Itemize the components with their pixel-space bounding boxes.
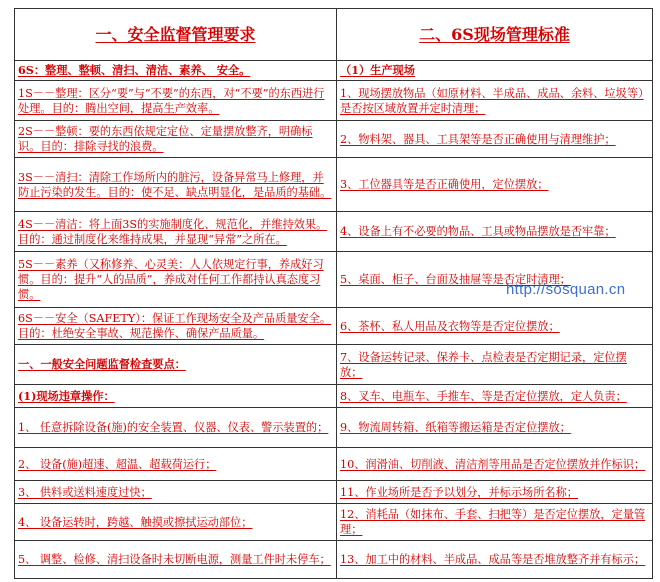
table-row: [15, 308, 653, 345]
requirement-cell: 1S－－整理：区分“要”与“不要”的东西，对“不要”的东西进行处理。目的：腾出空间，提高生产效率。: [15, 81, 337, 121]
table-row: [15, 61, 653, 81]
standard-cell: 13、加工中的材料、半成品、成品等是否堆放整齐并有标示；: [337, 541, 653, 579]
requirement-cell: 一、一般安全问题监督检查要点：: [15, 345, 337, 385]
table-row: [15, 504, 653, 541]
standard-cell: 2、物料架、器具、工具架等是否正确使用与清理维护；: [337, 121, 653, 158]
standard-cell: 4、设备上有不必要的物品、工具或物品摆放是否牢靠；: [337, 212, 653, 252]
requirement-cell: 5S－－素养（又称修养、心灵美：人人依规定行事，养成好习惯。目的：提升“人的品质”，养成对任何工作都持认真态度习惯。: [15, 252, 337, 308]
table-row: [15, 158, 653, 212]
table-row: [15, 212, 653, 252]
requirement-cell: (1)现场违章操作：: [15, 385, 337, 408]
standard-cell: 1、现场摆放物品（如原材料、半成品、成品、余料、垃圾等）是否按区域放置并定时清理；: [337, 81, 653, 121]
standard-cell: 5、桌面、柜子、台面及抽屉等是否定时清理；: [337, 252, 653, 308]
left-column-header: 一、安全监督管理要求: [15, 9, 337, 61]
table-row: [15, 541, 653, 579]
requirement-cell: 5、 调整、检修、清扫设备时未切断电源，测量工件时未停车；: [15, 541, 337, 579]
header-row: [15, 9, 653, 61]
table-row: [15, 385, 653, 408]
table-row: [15, 81, 653, 121]
requirement-cell: 3、 供料或送料速度过快；: [15, 481, 337, 504]
requirement-cell: 6S－－安全（SAFETY）：保证工作现场安全及产品质量安全。目的：杜绝安全事故、规范操作、确保产品质量。: [15, 308, 337, 345]
standard-cell: 9、物流周转箱、纸箱等搬运箱是否定位摆放；: [337, 408, 653, 448]
standard-cell: 12、消耗品（如抹布、手套、扫把等）是否定位摆放，定量管理；: [337, 504, 653, 541]
requirement-cell: 3S－－清扫：清除工作场所内的脏污，设备异常马上修理，并防止污染的发生。目的：使不足、缺点明显化，是品质的基础。: [15, 158, 337, 212]
standard-cell: 6、茶杯、私人用品及衣物等是否定位摆放；: [337, 308, 653, 345]
table-row: [15, 252, 653, 308]
table-row: [15, 481, 653, 504]
requirement-cell: 4S－－清洁：将上面3S的实施制度化、规范化，并维持效果。目的：通过制度化来维持成果，并显现“异常”之所在。: [15, 212, 337, 252]
table-row: [15, 121, 653, 158]
requirement-cell: 2S－－整顿：要的东西依规定定位、定量摆放整齐，明确标识。目的：排除寻找的浪费。: [15, 121, 337, 158]
requirement-cell: 1、 任意拆除设备(施)的安全装置、仪器、仪表、警示装置的；: [15, 408, 337, 448]
standard-cell: 7、设备运转记录、保养卡、点检表是否定期记录，定位摆放；: [337, 345, 653, 385]
requirement-cell: 2、 设备(施)超速、超温、超载荷运行；: [15, 448, 337, 481]
right-column-header: 二、6S现场管理标准: [337, 9, 653, 61]
standard-cell: 11、作业场所是否予以划分，并标示场所名称；: [337, 481, 653, 504]
table-row: [15, 345, 653, 385]
watermark-url: http://sosquan.cn: [506, 281, 626, 298]
standard-cell: 3、工位器具等是否正确使用，定位摆放；: [337, 158, 653, 212]
standard-cell: （1）生产现场: [337, 61, 653, 81]
requirement-cell: 4、 设备运转时，跨越、触摸或擦拭运动部位；: [15, 504, 337, 541]
requirement-cell: 6S：整理、整顿、清扫、清洁、素养、 安全。: [15, 61, 337, 81]
standard-cell: 10、润滑油、切削液、清洁剂等用品是否定位摆放并作标识；: [337, 448, 653, 481]
table-row: [15, 448, 653, 481]
table-row: [15, 408, 653, 448]
standard-cell: 8、叉车、电瓶车、手推车、等是否定位摆放，定人负责；: [337, 385, 653, 408]
